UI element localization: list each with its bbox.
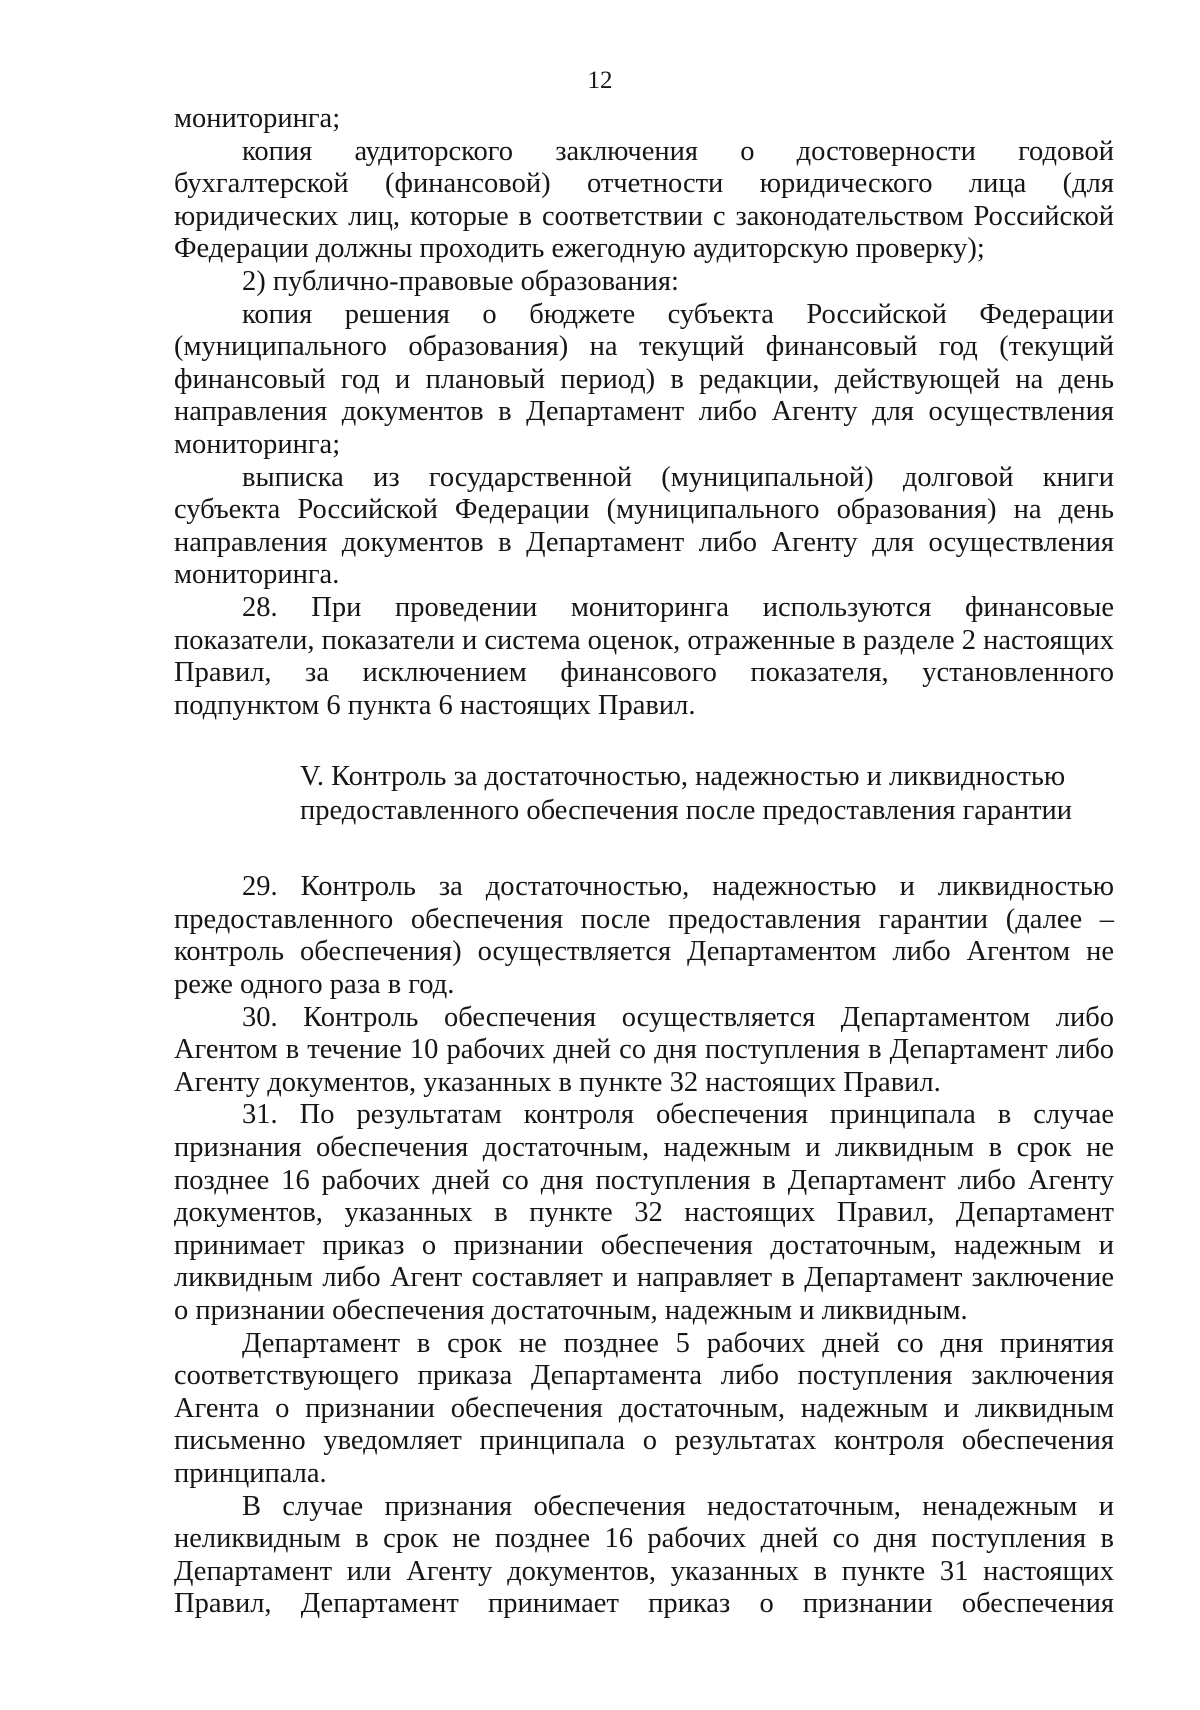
paragraph-continuation: мониторинга;	[174, 103, 341, 134]
paragraph-item-29: 29. Контроль за достаточностью, надежностью и ликвидностью предоставленного обеспечения после предоставления гарантии (далее – контроль обеспечения) осуществляется Департаментом либо Агентом не реже одного раза в год.	[174, 871, 1114, 1001]
paragraph-audit-copy: копия аудиторского заключения о достоверности годовой бухгалтерской (финансовой) отчетности юридического лица (для юридических лиц, которые в соответствии с законодательством Российской Федерации должны проходить ежегодную аудиторскую проверку);	[174, 135, 1114, 265]
paragraph-public-entities: 2) публично-правовые образования:	[242, 265, 679, 297]
paragraph-debt-book-extract: выписка из государственной (муниципальной) долговой книги субъекта Российской Федерации (муниципального образования) на день направления документов в Департамент либо Агенту для осуществления мониторинга.	[174, 461, 1114, 591]
section-heading-line-2: предоставленного обеспечения после предоставления гарантии	[300, 795, 1073, 827]
paragraph-item-28: 28. При проведении мониторинга используются финансовые показатели, показатели и система оценок, отраженные в разделе 2 настоящих Правил, за исключением финансового показателя, установленного подпунктом 6 пункта 6 настоящих Правил.	[174, 591, 1115, 721]
paragraph-insufficient-security: В случае признания обеспечения недостаточным, ненадежным и неликвидным в срок не позднее 16 рабочих дней со дня поступления в Департамент или Агенту документов, указанных в пункте 31 настоящих Правил, Департамент принимает приказ о признании обеспечения	[174, 1490, 1114, 1620]
paragraph-item-30: 30. Контроль обеспечения осуществляется Департаментом либо Агентом в течение 10 рабочих дней со дня поступления в Департамент либо Агенту документов, указанных в пункте 32 настоящих Правил.	[174, 1001, 1114, 1098]
paragraph-notification: Департамент в срок не позднее 5 рабочих дней со дня принятия соответствующего приказа Департамента либо поступления заключения Агента о признании обеспечения достаточным, надежным и ликвидным письменно уведомляет принципала о результатах контроля обеспечения принципала.	[174, 1327, 1114, 1489]
paragraph-budget-copy: копия решения о бюджете субъекта Российской Федерации (муниципального образования) на текущий финансовый год (текущий финансовый год и плановый период) в редакции, действующей на день направления документов в Департамент либо Агенту для осуществления мониторинга;	[174, 298, 1114, 460]
section-heading	[174, 760, 1114, 828]
section-heading-line-1: V. Контроль за достаточностью, надежностью и ликвидностью	[300, 761, 1066, 793]
document-body	[174, 103, 1114, 1621]
page-number: 12	[587, 67, 613, 94]
paragraph-item-31: 31. По результатам контроля обеспечения принципала в случае признания обеспечения достаточным, надежным и ликвидным в срок не позднее 16 рабочих дней со дня поступления в Департамент либо Агенту документов, указанных в пункте 32 настоящих Правил, Департамент принимает приказ о признании обеспечения достаточным, надежным и ликвидным либо Агент составляет и направляет в Департамент заключение о признании обеспечения достаточным, надежным и ликвидным.	[174, 1099, 1114, 1326]
